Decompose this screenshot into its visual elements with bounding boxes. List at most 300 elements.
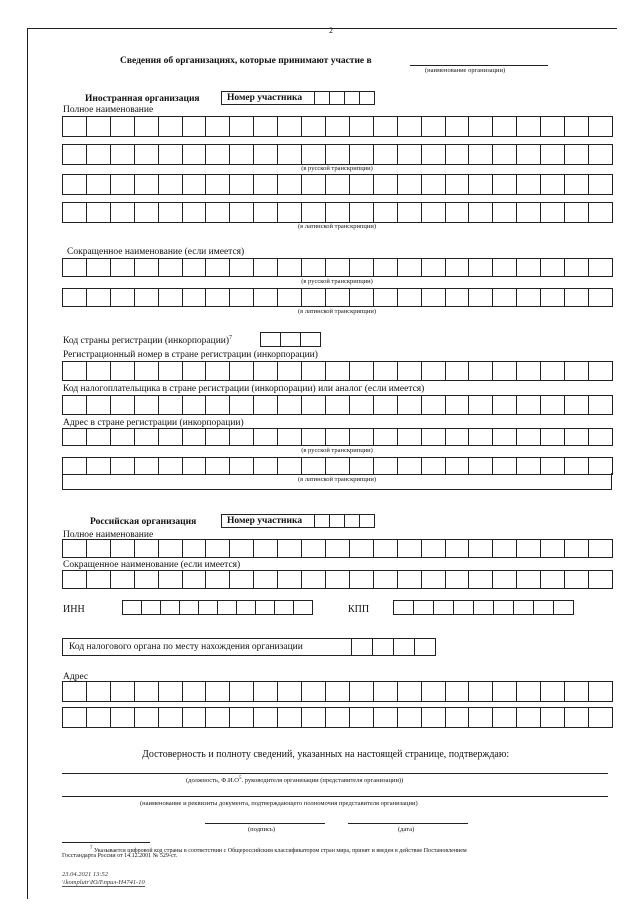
input-cell[interactable] — [87, 259, 111, 276]
input-cell[interactable] — [254, 429, 278, 445]
input-cell[interactable] — [493, 429, 517, 445]
input-cell[interactable] — [398, 682, 422, 701]
input-cell[interactable] — [326, 396, 350, 414]
input-cell[interactable] — [565, 259, 589, 276]
input-cell[interactable] — [135, 175, 159, 194]
foreign-full-name-row-3[interactable] — [62, 174, 613, 195]
input-cell[interactable] — [350, 289, 374, 306]
input-cell[interactable] — [541, 362, 565, 380]
input-cell[interactable] — [350, 540, 374, 557]
foreign-short-name-rus-row[interactable] — [62, 258, 613, 277]
input-cell[interactable] — [517, 429, 541, 445]
input-cell[interactable] — [350, 203, 374, 222]
input-cell[interactable] — [278, 540, 302, 557]
input-cell[interactable] — [446, 117, 470, 136]
input-cell[interactable] — [422, 682, 446, 701]
input-cell[interactable] — [159, 540, 183, 557]
inn-cells[interactable] — [122, 600, 313, 615]
input-cell[interactable] — [517, 259, 541, 276]
input-cell[interactable] — [541, 175, 565, 194]
input-cell[interactable] — [350, 429, 374, 445]
input-cell[interactable] — [230, 396, 254, 414]
input-cell[interactable] — [183, 429, 207, 445]
input-cell[interactable] — [469, 708, 493, 727]
input-cell[interactable] — [254, 540, 278, 557]
input-cell[interactable] — [183, 571, 207, 588]
input-cell[interactable] — [230, 117, 254, 136]
input-cell[interactable] — [565, 571, 589, 588]
input-cell[interactable] — [374, 117, 398, 136]
input-cell[interactable] — [63, 259, 87, 276]
input-cell[interactable] — [254, 203, 278, 222]
input-cell[interactable] — [278, 289, 302, 306]
input-cell[interactable] — [63, 429, 87, 445]
input-cell[interactable] — [493, 458, 517, 474]
input-cell[interactable] — [326, 289, 350, 306]
input-cell[interactable] — [183, 117, 207, 136]
input-cell[interactable] — [87, 117, 111, 136]
input-cell[interactable] — [159, 708, 183, 727]
input-cell[interactable] — [278, 259, 302, 276]
input-cell[interactable] — [517, 458, 541, 474]
input-cell[interactable] — [183, 362, 207, 380]
input-cell[interactable] — [589, 362, 613, 380]
russian-participant-cells[interactable] — [314, 514, 375, 528]
input-cell[interactable] — [565, 117, 589, 136]
input-cell[interactable] — [446, 571, 470, 588]
input-cell[interactable] — [183, 708, 207, 727]
org-name-field[interactable] — [410, 65, 548, 66]
input-cell[interactable] — [254, 682, 278, 701]
input-cell[interactable] — [278, 682, 302, 701]
input-cell[interactable] — [422, 259, 446, 276]
input-cell[interactable] — [589, 540, 613, 557]
input-cell[interactable] — [493, 289, 517, 306]
input-cell[interactable] — [350, 708, 374, 727]
input-cell[interactable] — [111, 396, 135, 414]
input-cell[interactable] — [326, 259, 350, 276]
input-cell[interactable] — [302, 396, 326, 414]
input-cell[interactable] — [111, 708, 135, 727]
input-cell[interactable] — [326, 682, 350, 701]
input-cell[interactable] — [374, 396, 398, 414]
input-cell[interactable] — [493, 708, 517, 727]
input-cell[interactable] — [87, 145, 111, 164]
input-cell[interactable] — [87, 458, 111, 474]
input-cell[interactable] — [63, 117, 87, 136]
input-cell[interactable] — [183, 458, 207, 474]
input-cell[interactable] — [541, 682, 565, 701]
input-cell[interactable] — [398, 117, 422, 136]
input-cell[interactable] — [230, 429, 254, 445]
input-cell[interactable] — [589, 289, 613, 306]
input-cell[interactable] — [589, 175, 613, 194]
input-cell[interactable] — [446, 682, 470, 701]
input-cell[interactable] — [63, 362, 87, 380]
input-cell[interactable] — [302, 203, 326, 222]
input-cell[interactable] — [206, 203, 230, 222]
input-cell[interactable] — [230, 145, 254, 164]
tax-authority-cells[interactable] — [351, 638, 436, 656]
input-cell[interactable] — [422, 540, 446, 557]
input-cell[interactable] — [565, 429, 589, 445]
input-cell[interactable] — [469, 682, 493, 701]
input-cell[interactable] — [135, 571, 159, 588]
input-cell[interactable] — [493, 117, 517, 136]
input-cell[interactable] — [254, 289, 278, 306]
input-cell[interactable] — [87, 362, 111, 380]
input-cell[interactable] — [469, 203, 493, 222]
input-cell[interactable] — [206, 540, 230, 557]
input-cell[interactable] — [230, 259, 254, 276]
authority-document-field[interactable] — [62, 796, 608, 797]
input-cell[interactable] — [206, 429, 230, 445]
input-cell[interactable] — [111, 203, 135, 222]
input-cell[interactable] — [111, 571, 135, 588]
input-cell[interactable] — [230, 175, 254, 194]
russian-address-row-1[interactable] — [62, 681, 613, 702]
input-cell[interactable] — [565, 175, 589, 194]
input-cell[interactable] — [302, 117, 326, 136]
input-cell[interactable] — [135, 708, 159, 727]
input-cell[interactable] — [278, 203, 302, 222]
input-cell[interactable] — [111, 682, 135, 701]
input-cell[interactable] — [398, 259, 422, 276]
input-cell[interactable] — [469, 175, 493, 194]
input-cell[interactable] — [541, 540, 565, 557]
input-cell[interactable] — [87, 708, 111, 727]
input-cell[interactable] — [374, 145, 398, 164]
input-cell[interactable] — [469, 259, 493, 276]
input-cell[interactable] — [326, 429, 350, 445]
input-cell[interactable] — [183, 259, 207, 276]
foreign-full-name-row-1[interactable] — [62, 116, 613, 137]
input-cell[interactable] — [183, 396, 207, 414]
input-cell[interactable] — [87, 540, 111, 557]
input-cell[interactable] — [589, 396, 613, 414]
input-cell[interactable] — [254, 396, 278, 414]
input-cell[interactable] — [350, 396, 374, 414]
input-cell[interactable] — [206, 175, 230, 194]
input-cell[interactable] — [541, 117, 565, 136]
input-cell[interactable] — [326, 458, 350, 474]
input-cell[interactable] — [565, 362, 589, 380]
input-cell[interactable] — [517, 203, 541, 222]
input-cell[interactable] — [278, 396, 302, 414]
input-cell[interactable] — [565, 396, 589, 414]
input-cell[interactable] — [63, 203, 87, 222]
input-cell[interactable] — [135, 117, 159, 136]
input-cell[interactable] — [183, 175, 207, 194]
input-cell[interactable] — [589, 145, 613, 164]
tax-code-row[interactable] — [62, 395, 613, 415]
input-cell[interactable] — [374, 362, 398, 380]
input-cell[interactable] — [589, 458, 613, 474]
input-cell[interactable] — [254, 458, 278, 474]
input-cell[interactable] — [541, 429, 565, 445]
input-cell[interactable] — [469, 117, 493, 136]
input-cell[interactable] — [159, 429, 183, 445]
russian-full-name-row[interactable] — [62, 539, 613, 558]
input-cell[interactable] — [517, 682, 541, 701]
input-cell[interactable] — [302, 571, 326, 588]
input-cell[interactable] — [159, 396, 183, 414]
input-cell[interactable] — [278, 458, 302, 474]
input-cell[interactable] — [278, 117, 302, 136]
input-cell[interactable] — [422, 145, 446, 164]
input-cell[interactable] — [183, 145, 207, 164]
input-cell[interactable] — [374, 289, 398, 306]
input-cell[interactable] — [374, 175, 398, 194]
input-cell[interactable] — [422, 458, 446, 474]
input-cell[interactable] — [398, 708, 422, 727]
input-cell[interactable] — [183, 203, 207, 222]
input-cell[interactable] — [87, 571, 111, 588]
input-cell[interactable] — [183, 289, 207, 306]
input-cell[interactable] — [111, 175, 135, 194]
input-cell[interactable] — [469, 145, 493, 164]
input-cell[interactable] — [159, 145, 183, 164]
input-cell[interactable] — [87, 682, 111, 701]
input-cell[interactable] — [493, 145, 517, 164]
input-cell[interactable] — [63, 289, 87, 306]
input-cell[interactable] — [517, 145, 541, 164]
input-cell[interactable] — [565, 203, 589, 222]
input-cell[interactable] — [159, 259, 183, 276]
input-cell[interactable] — [422, 175, 446, 194]
foreign-full-name-row-2[interactable] — [62, 144, 613, 165]
input-cell[interactable] — [565, 540, 589, 557]
input-cell[interactable] — [326, 708, 350, 727]
input-cell[interactable] — [565, 708, 589, 727]
input-cell[interactable] — [446, 540, 470, 557]
input-cell[interactable] — [422, 571, 446, 588]
input-cell[interactable] — [350, 458, 374, 474]
input-cell[interactable] — [254, 259, 278, 276]
input-cell[interactable] — [206, 145, 230, 164]
input-cell[interactable] — [135, 145, 159, 164]
input-cell[interactable] — [326, 145, 350, 164]
input-cell[interactable] — [422, 203, 446, 222]
kpp-cells[interactable] — [393, 600, 574, 615]
input-cell[interactable] — [63, 571, 87, 588]
input-cell[interactable] — [350, 571, 374, 588]
input-cell[interactable] — [278, 362, 302, 380]
foreign-participant-cells[interactable] — [314, 91, 375, 105]
input-cell[interactable] — [469, 540, 493, 557]
input-cell[interactable] — [87, 429, 111, 445]
input-cell[interactable] — [230, 571, 254, 588]
input-cell[interactable] — [111, 458, 135, 474]
input-cell[interactable] — [517, 362, 541, 380]
input-cell[interactable] — [159, 362, 183, 380]
input-cell[interactable] — [374, 203, 398, 222]
input-cell[interactable] — [493, 175, 517, 194]
input-cell[interactable] — [493, 259, 517, 276]
russian-short-name-row[interactable] — [62, 570, 613, 589]
input-cell[interactable] — [159, 682, 183, 701]
input-cell[interactable] — [278, 429, 302, 445]
input-cell[interactable] — [374, 571, 398, 588]
input-cell[interactable] — [398, 203, 422, 222]
position-name-field[interactable] — [62, 773, 608, 774]
input-cell[interactable] — [589, 571, 613, 588]
input-cell[interactable] — [446, 458, 470, 474]
input-cell[interactable] — [159, 571, 183, 588]
input-cell[interactable] — [541, 145, 565, 164]
input-cell[interactable] — [446, 203, 470, 222]
input-cell[interactable] — [326, 175, 350, 194]
input-cell[interactable] — [254, 117, 278, 136]
input-cell[interactable] — [493, 203, 517, 222]
input-cell[interactable] — [206, 571, 230, 588]
input-cell[interactable] — [135, 682, 159, 701]
input-cell[interactable] — [206, 396, 230, 414]
reg-number-row[interactable] — [62, 361, 613, 381]
input-cell[interactable] — [302, 682, 326, 701]
input-cell[interactable] — [469, 362, 493, 380]
input-cell[interactable] — [206, 117, 230, 136]
input-cell[interactable] — [446, 362, 470, 380]
input-cell[interactable] — [422, 429, 446, 445]
input-cell[interactable] — [422, 708, 446, 727]
input-cell[interactable] — [111, 362, 135, 380]
input-cell[interactable] — [469, 429, 493, 445]
input-cell[interactable] — [159, 458, 183, 474]
input-cell[interactable] — [63, 682, 87, 701]
input-cell[interactable] — [493, 362, 517, 380]
input-cell[interactable] — [422, 117, 446, 136]
input-cell[interactable] — [493, 682, 517, 701]
input-cell[interactable] — [589, 429, 613, 445]
input-cell[interactable] — [183, 682, 207, 701]
input-cell[interactable] — [398, 396, 422, 414]
input-cell[interactable] — [206, 362, 230, 380]
input-cell[interactable] — [350, 145, 374, 164]
input-cell[interactable] — [63, 396, 87, 414]
input-cell[interactable] — [135, 458, 159, 474]
input-cell[interactable] — [63, 145, 87, 164]
input-cell[interactable] — [230, 289, 254, 306]
input-cell[interactable] — [517, 708, 541, 727]
input-cell[interactable] — [111, 117, 135, 136]
input-cell[interactable] — [63, 458, 87, 474]
input-cell[interactable] — [469, 396, 493, 414]
input-cell[interactable] — [87, 289, 111, 306]
input-cell[interactable] — [517, 289, 541, 306]
input-cell[interactable] — [206, 259, 230, 276]
signature-field[interactable] — [205, 823, 325, 824]
input-cell[interactable] — [302, 429, 326, 445]
input-cell[interactable] — [111, 145, 135, 164]
input-cell[interactable] — [469, 289, 493, 306]
input-cell[interactable] — [302, 540, 326, 557]
input-cell[interactable] — [302, 259, 326, 276]
input-cell[interactable] — [565, 458, 589, 474]
input-cell[interactable] — [446, 145, 470, 164]
russian-address-row-2[interactable] — [62, 707, 613, 728]
input-cell[interactable] — [326, 117, 350, 136]
input-cell[interactable] — [254, 175, 278, 194]
input-cell[interactable] — [135, 259, 159, 276]
input-cell[interactable] — [422, 289, 446, 306]
input-cell[interactable] — [350, 175, 374, 194]
foreign-full-name-row-4[interactable] — [62, 202, 613, 223]
input-cell[interactable] — [87, 175, 111, 194]
input-cell[interactable] — [326, 203, 350, 222]
input-cell[interactable] — [135, 429, 159, 445]
input-cell[interactable] — [254, 571, 278, 588]
input-cell[interactable] — [302, 289, 326, 306]
input-cell[interactable] — [398, 145, 422, 164]
input-cell[interactable] — [541, 458, 565, 474]
input-cell[interactable] — [278, 571, 302, 588]
input-cell[interactable] — [398, 362, 422, 380]
input-cell[interactable] — [350, 362, 374, 380]
input-cell[interactable] — [350, 117, 374, 136]
input-cell[interactable] — [278, 708, 302, 727]
input-cell[interactable] — [398, 175, 422, 194]
input-cell[interactable] — [350, 259, 374, 276]
input-cell[interactable] — [565, 682, 589, 701]
input-cell[interactable] — [446, 429, 470, 445]
input-cell[interactable] — [517, 117, 541, 136]
input-cell[interactable] — [374, 682, 398, 701]
input-cell[interactable] — [446, 708, 470, 727]
input-cell[interactable] — [541, 571, 565, 588]
input-cell[interactable] — [135, 396, 159, 414]
input-cell[interactable] — [87, 203, 111, 222]
input-cell[interactable] — [469, 571, 493, 588]
input-cell[interactable] — [469, 458, 493, 474]
input-cell[interactable] — [135, 540, 159, 557]
input-cell[interactable] — [589, 259, 613, 276]
input-cell[interactable] — [302, 175, 326, 194]
input-cell[interactable] — [541, 259, 565, 276]
input-cell[interactable] — [111, 289, 135, 306]
input-cell[interactable] — [446, 175, 470, 194]
input-cell[interactable] — [230, 458, 254, 474]
input-cell[interactable] — [398, 429, 422, 445]
input-cell[interactable] — [111, 429, 135, 445]
input-cell[interactable] — [517, 571, 541, 588]
input-cell[interactable] — [517, 396, 541, 414]
input-cell[interactable] — [326, 571, 350, 588]
input-cell[interactable] — [63, 175, 87, 194]
input-cell[interactable] — [206, 289, 230, 306]
input-cell[interactable] — [302, 708, 326, 727]
input-cell[interactable] — [159, 175, 183, 194]
input-cell[interactable] — [541, 708, 565, 727]
input-cell[interactable] — [230, 203, 254, 222]
input-cell[interactable] — [374, 429, 398, 445]
input-cell[interactable] — [302, 458, 326, 474]
input-cell[interactable] — [206, 682, 230, 701]
input-cell[interactable] — [589, 708, 613, 727]
input-cell[interactable] — [278, 145, 302, 164]
input-cell[interactable] — [159, 117, 183, 136]
input-cell[interactable] — [565, 289, 589, 306]
input-cell[interactable] — [135, 289, 159, 306]
input-cell[interactable] — [446, 259, 470, 276]
input-cell[interactable] — [374, 540, 398, 557]
input-cell[interactable] — [422, 362, 446, 380]
input-cell[interactable] — [230, 708, 254, 727]
input-cell[interactable] — [135, 362, 159, 380]
input-cell[interactable] — [398, 571, 422, 588]
input-cell[interactable] — [230, 682, 254, 701]
input-cell[interactable] — [589, 117, 613, 136]
